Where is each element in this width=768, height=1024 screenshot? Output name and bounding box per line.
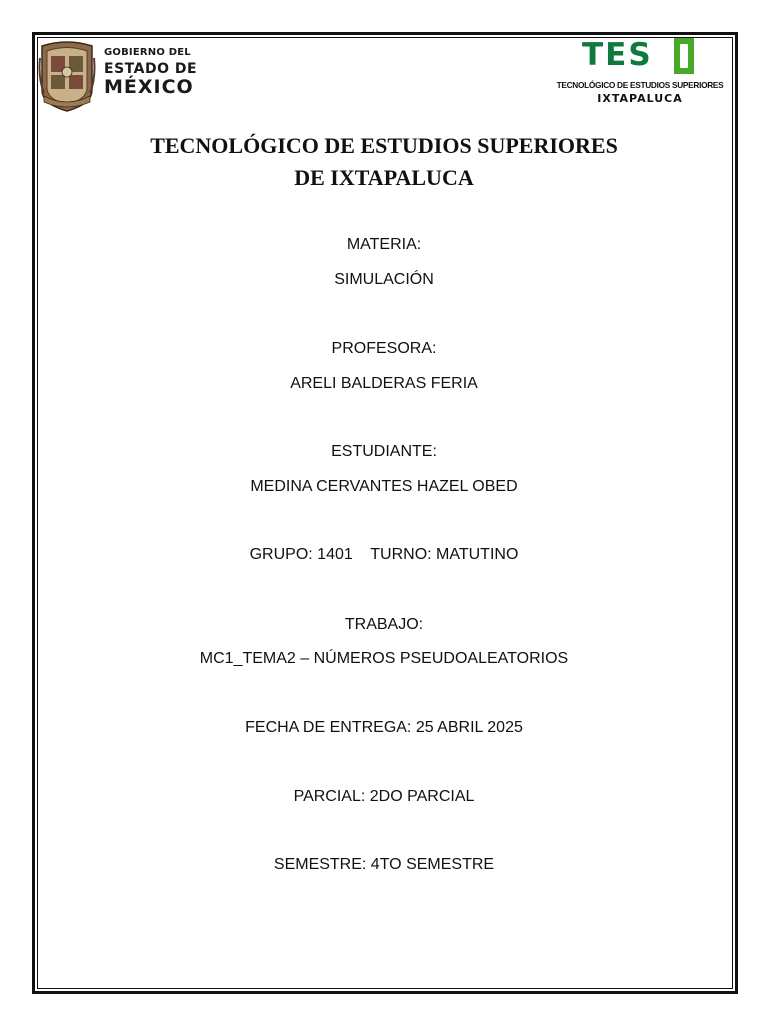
parcial: PARCIAL: 2DO PARCIAL bbox=[293, 788, 475, 805]
gov-logo-line3: MÉXICO bbox=[104, 76, 194, 98]
gov-logo-line2: ESTADO DE bbox=[104, 61, 198, 77]
estudiante-label: ESTUDIANTE: bbox=[331, 443, 437, 460]
trabajo-value: MC1_TEMA2 – NÚMEROS PSEUDOALEATORIOS bbox=[199, 650, 569, 667]
trabajo-label: TRABAJO: bbox=[344, 616, 424, 633]
estudiante-value: MEDINA CERVANTES HAZEL OBED bbox=[250, 478, 518, 495]
materia-value: SIMULACIÓN bbox=[334, 271, 434, 288]
tes-logo-bar-i-icon bbox=[680, 44, 688, 68]
tes-logo-subtitle: TECNOLÓGICO DE ESTUDIOS SUPERIORES bbox=[556, 80, 724, 90]
grupo-turno: GRUPO: 1401 TURNO: MATUTINO bbox=[249, 546, 519, 563]
tes-logo-word: TES bbox=[582, 37, 653, 73]
institution-title-line2: DE IXTAPALUCA bbox=[294, 165, 474, 190]
institution-title-line1: TECNOLÓGICO DE ESTUDIOS SUPERIORES bbox=[150, 133, 618, 158]
tes-logo bbox=[546, 38, 734, 108]
state-coat-of-arms-icon bbox=[38, 38, 96, 112]
gov-logo-text bbox=[104, 48, 197, 97]
tes-logo-location: IXTAPALUCA bbox=[597, 92, 683, 105]
fecha-entrega: FECHA DE ENTREGA: 25 ABRIL 2025 bbox=[245, 719, 523, 736]
profesora-value: ARELI BALDERAS FERIA bbox=[290, 375, 478, 392]
profesora-label: PROFESORA: bbox=[331, 340, 437, 357]
materia-label: MATERIA: bbox=[346, 236, 422, 253]
gov-logo-line1: GOBIERNO DEL bbox=[104, 47, 191, 58]
semestre: SEMESTRE: 4TO SEMESTRE bbox=[273, 856, 495, 873]
gobierno-estado-mexico-logo bbox=[38, 38, 198, 112]
